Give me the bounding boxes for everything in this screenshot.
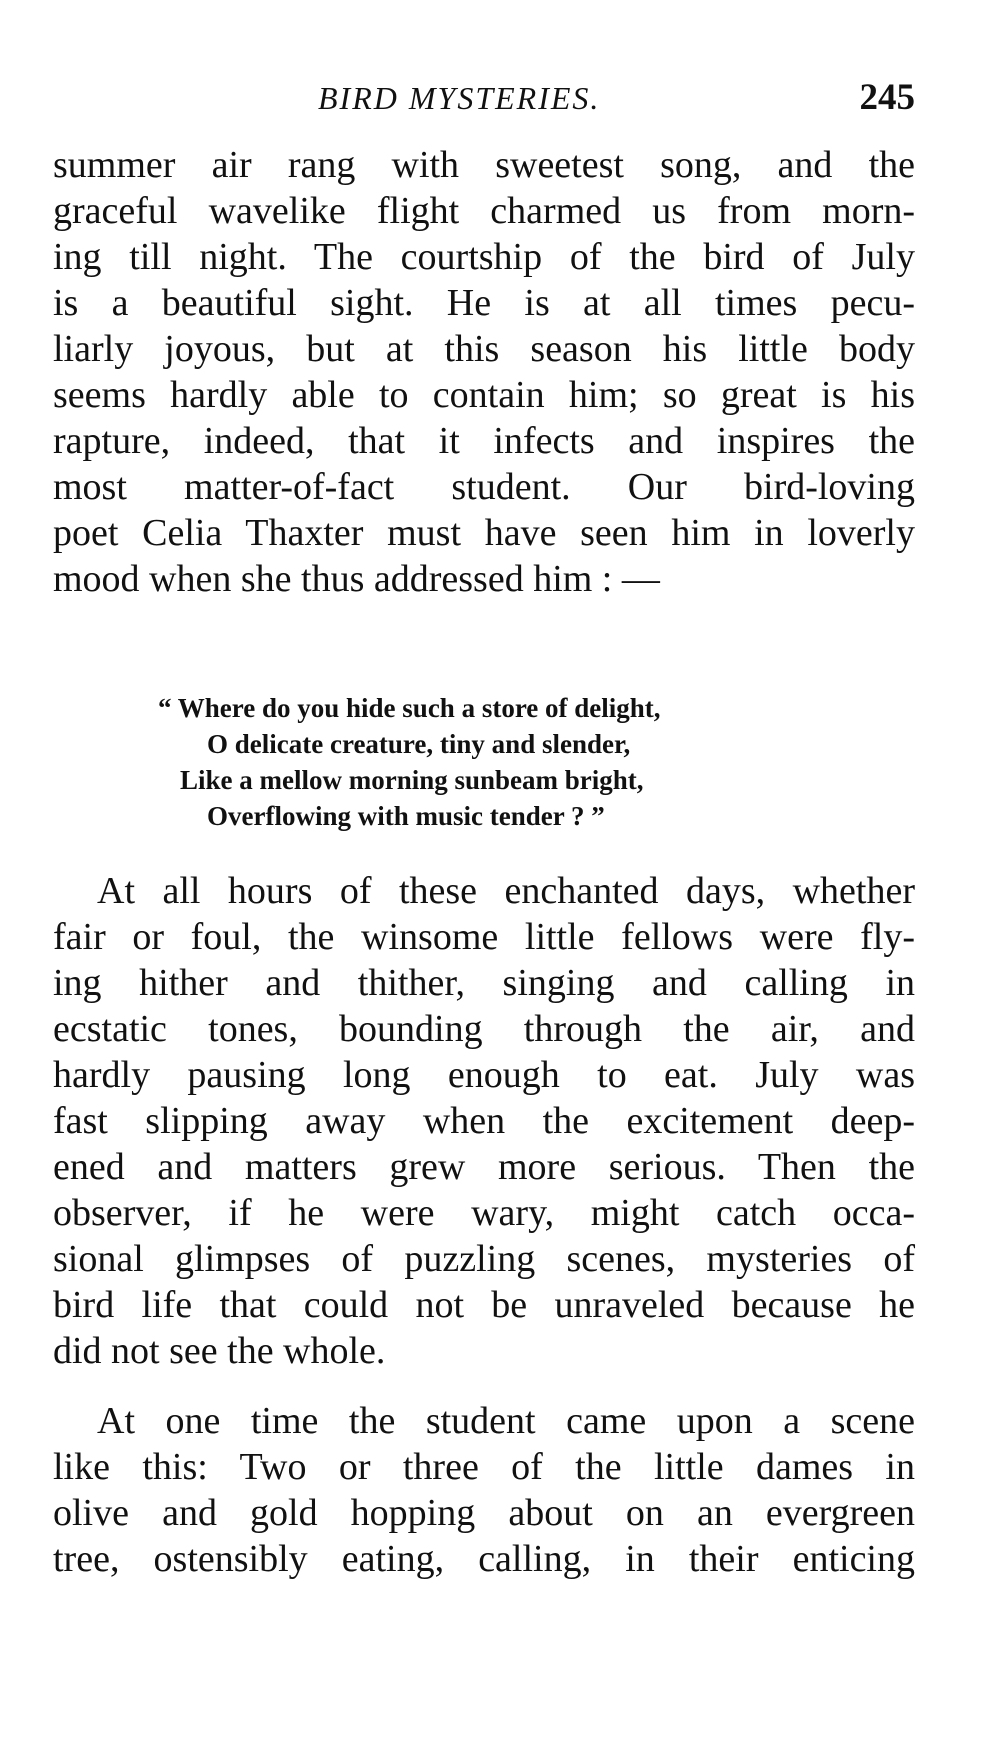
running-title: BIRD MYSTERIES. <box>318 80 601 116</box>
text-line: graceful wavelike flight charmed us from morn- <box>53 190 915 232</box>
verse-line: Overflowing with music tender ? ” <box>207 801 605 831</box>
text-line: observer, if he were wary, might catch occa- <box>53 1192 915 1234</box>
text-line: mood when she thus addressed him : — <box>53 558 660 600</box>
text-line: like this: Two or three of the little dames in <box>53 1446 915 1488</box>
text-line: ecstatic tones, bounding through the air, and <box>53 1008 915 1050</box>
paragraph-3 <box>53 1398 915 1582</box>
text-line: ing till night. The courtship of the bird of July <box>53 236 915 278</box>
text-line: is a beautiful sight. He is at all times pecu- <box>53 282 915 324</box>
text-line: poet Celia Thaxter must have seen him in loverly <box>53 512 915 554</box>
text-line: summer air rang with sweetest song, and the <box>53 144 915 186</box>
text-line: fair or foul, the winsome little fellows were fly- <box>53 916 915 958</box>
text-line: liarly joyous, but at this season his little body <box>53 328 915 370</box>
text-line: hardly pausing long enough to eat. July was <box>53 1054 915 1096</box>
verse-quotation <box>0 690 1001 834</box>
text-line: ing hither and thither, singing and calling in <box>53 962 915 1004</box>
paragraph-2 <box>53 868 915 1374</box>
text-line: rapture, indeed, that it infects and inspires the <box>53 420 915 462</box>
text-line: seems hardly able to contain him; so great is his <box>53 374 915 416</box>
text-line: olive and gold hopping about on an evergreen <box>53 1492 915 1534</box>
verse-line: “ Where do you hide such a store of delight, <box>158 693 661 723</box>
text-line: At one time the student came upon a scene <box>97 1400 915 1442</box>
text-line: At all hours of these enchanted days, whether <box>97 870 915 912</box>
text-line: ened and matters grew more serious. Then the <box>53 1146 915 1188</box>
text-line: tree, ostensibly eating, calling, in their enticing <box>53 1538 915 1580</box>
text-line: bird life that could not be unraveled because he <box>53 1284 915 1326</box>
verse-line: Like a mellow morning sunbeam bright, <box>180 765 644 795</box>
paragraph-1 <box>53 142 915 602</box>
text-line: most matter-of-fact student. Our bird-loving <box>53 466 915 508</box>
verse-line: O delicate creature, tiny and slender, <box>207 729 631 759</box>
text-line: sional glimpses of puzzling scenes, mysteries of <box>53 1238 915 1280</box>
text-line: fast slipping away when the excitement deep- <box>53 1100 915 1142</box>
page-number: 245 <box>859 77 915 118</box>
text-line: did not see the whole. <box>53 1330 386 1372</box>
